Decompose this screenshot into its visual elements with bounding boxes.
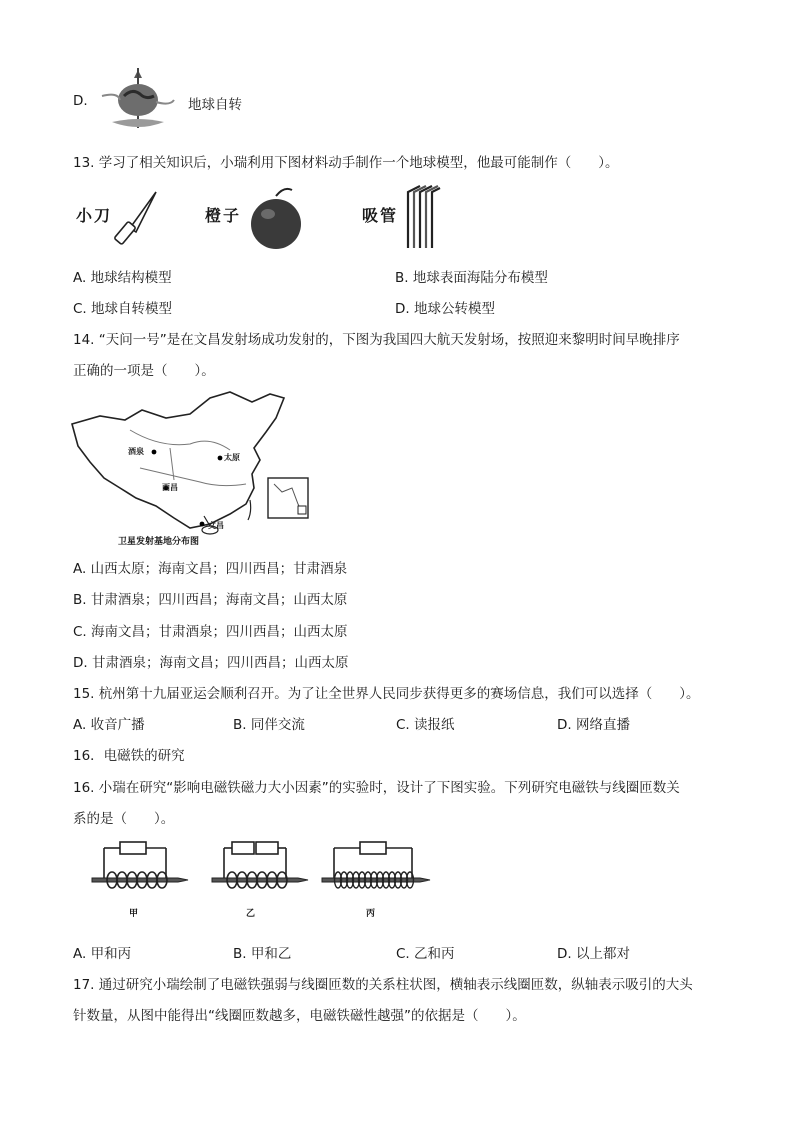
q17-stem-line1: 17. 通过研究小瑞绘制了电磁铁强弱与线圈匝数的关系柱状图，横轴表示线圈匝数，纵轴表示吸引的大头 — [73, 977, 693, 993]
q14-option-c[interactable]: C. 海南文昌；甘肃酒泉；四川西昌；山西太原 — [73, 624, 348, 640]
electromagnet-bing-image — [320, 838, 432, 894]
electromagnet-yi-image — [210, 838, 310, 894]
q14-option-b[interactable]: B. 甘肃酒泉；四川西昌；海南文昌；山西太原 — [73, 592, 348, 608]
map-label-jiuquan: 酒泉 — [128, 447, 144, 456]
knife-icon — [108, 190, 160, 250]
material-label-orange: 橙子 — [205, 206, 242, 225]
figure-label-yi: 乙 — [246, 909, 256, 919]
q17-stem-line2: 针数量，从图中能得出“线圈匝数越多，电磁铁磁性越强”的依据是（ ）。 — [73, 1008, 526, 1024]
material-label-knife: 小刀 — [76, 206, 113, 225]
q15-option-c[interactable]: C. 读报纸 — [396, 717, 455, 733]
map-label-taiyuan: 太原 — [224, 453, 240, 462]
q13-stem: 13. 学习了相关知识后，小瑞利用下图材料动手制作一个地球模型，他最可能制作（ ）。 — [73, 155, 619, 171]
section-16-title: 16．电磁铁的研究 — [73, 748, 185, 764]
q16-stem-line1: 16. 小瑞在研究“影响电磁铁磁力大小因素”的实验时，设计了下图实验。下列研究电磁铁与线圈匝数关 — [73, 780, 680, 796]
q13-option-c[interactable]: C. 地球自转模型 — [73, 301, 173, 317]
q15-option-b[interactable]: B. 同伴交流 — [233, 717, 305, 733]
option-letter: D. — [73, 93, 88, 109]
q15-option-d[interactable]: D. 网络直播 — [557, 717, 630, 733]
q14-option-d[interactable]: D. 甘肃酒泉；海南文昌；四川西昌；山西太原 — [73, 655, 349, 671]
q16-option-d[interactable]: D. 以上都对 — [557, 946, 630, 962]
q14-stem-line1: 14. “天问一号”是在文昌发射场成功发射的，下图为我国四大航天发射场，按照迎来黎明时间早晚排序 — [73, 332, 680, 348]
q15-option-a[interactable]: A. 收音广播 — [73, 717, 145, 733]
map-label-xichang: 西昌 — [162, 483, 178, 492]
material-label-straws: 吸管 — [362, 206, 399, 225]
q15-stem: 15. 杭州第十九届亚运会顺利召开。为了让全世界人民同步获得更多的赛场信息，我们可以选择（ ）。 — [73, 686, 700, 702]
q13-option-b[interactable]: B. 地球表面海陆分布模型 — [395, 270, 548, 286]
q16-option-b[interactable]: B. 甲和乙 — [233, 946, 292, 962]
map-label-wenchang: 文昌 — [208, 521, 224, 530]
map-caption: 卫星发射基地分布图 — [118, 537, 200, 547]
option-text: 地球自转 — [188, 97, 242, 113]
q14-stem-line2: 正确的一项是（ ）。 — [73, 363, 215, 379]
q16-option-c[interactable]: C. 乙和丙 — [396, 946, 455, 962]
q16-stem-line2: 系的是（ ）。 — [73, 811, 175, 827]
q13-option-d[interactable]: D. 地球公转模型 — [395, 301, 495, 317]
figure-label-jia: 甲 — [129, 909, 139, 919]
q13-option-a[interactable]: A. 地球结构模型 — [73, 270, 172, 286]
spinning-globe-image — [98, 66, 178, 134]
q16-option-a[interactable]: A. 甲和丙 — [73, 946, 132, 962]
straws-icon — [400, 184, 442, 250]
figure-label-bing: 丙 — [366, 909, 376, 919]
china-map-image — [70, 388, 315, 546]
orange-icon — [248, 186, 304, 252]
q14-option-a[interactable]: A. 山西太原；海南文昌；四川西昌；甘肃酒泉 — [73, 561, 348, 577]
electromagnet-jia-image — [90, 838, 190, 894]
